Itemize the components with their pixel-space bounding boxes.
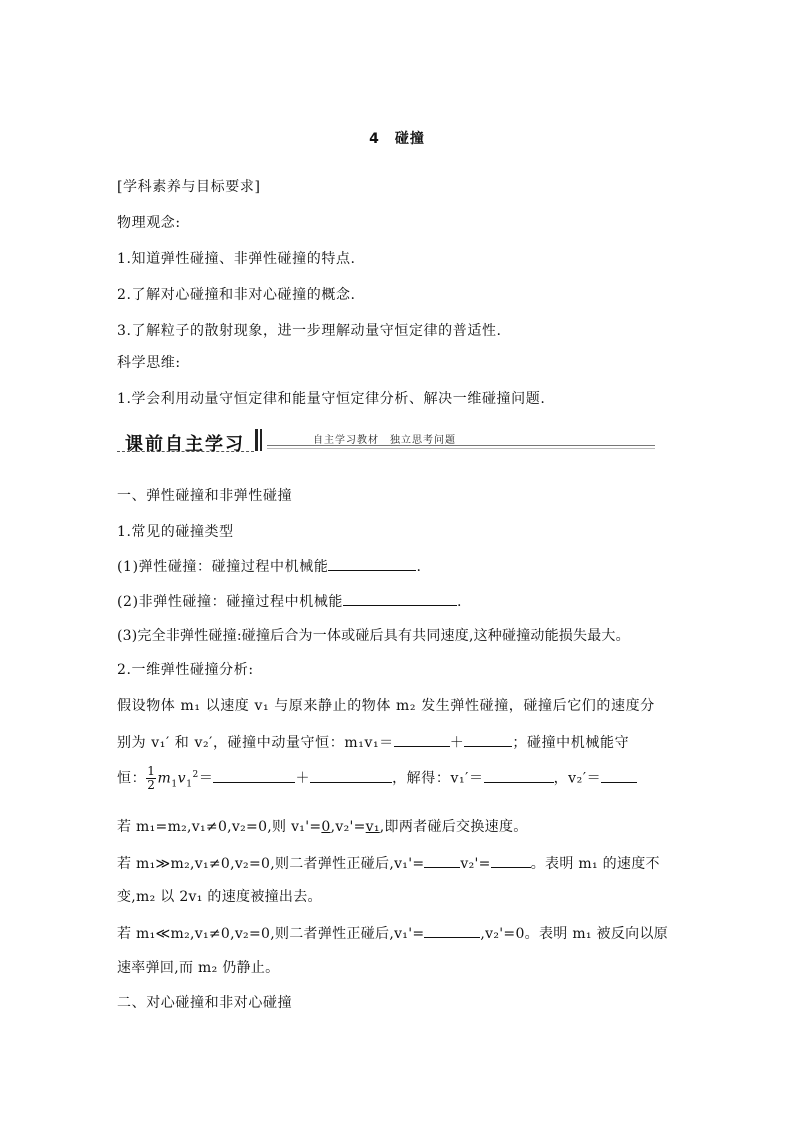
case-line: 速率弹回,而 m₂ 仍静止。: [117, 960, 280, 976]
section-header: [学科素养与目标要求]: [117, 179, 261, 195]
banner-rule: [267, 448, 655, 449]
section-banner: [117, 428, 657, 454]
case-line: [117, 924, 668, 943]
case-text: v₂'=: [460, 856, 491, 872]
answer-blank[interactable]: [601, 769, 637, 783]
answer-blank[interactable]: [394, 733, 450, 747]
inelastic-text: (2)非弹性碰撞：碰撞过程中机械能: [117, 594, 344, 610]
thinking-goal-item: 1.学会利用动量守恒定律和能量守恒定律分析、解决一维碰撞问题.: [117, 391, 546, 407]
goal-item: 3.了解粒子的散射现象，进一步理解动量守恒定律的普适性.: [117, 323, 502, 339]
case-answer: v₁: [365, 819, 380, 835]
paragraph-text: ，v₂′＝: [553, 770, 602, 787]
answer-blank[interactable]: [491, 854, 531, 868]
paragraph-text: ，解得：v₁′＝: [392, 770, 484, 787]
case-text: 若 m₁=m₂,v₁≠0,v₂=0,则 v₁'=: [117, 819, 322, 835]
item-heading: 2.一维弹性碰撞分析:: [117, 662, 254, 678]
case-line: [117, 818, 528, 836]
case-text: 若 m₁≪m₂,v₁≠0,v₂=0,则二者弹性正碰后,v₁'=: [117, 926, 425, 942]
page-title: 4 碰撞: [369, 131, 425, 147]
fraction-half: $\frac{1}{2}$: [147, 764, 156, 792]
inelastic-line: (2)非弹性碰撞：碰撞过程中机械能 .: [117, 594, 463, 610]
part1-heading: 一、弹性碰撞和非弹性碰撞: [117, 488, 293, 504]
equation-line: 恒： $\frac{1}{2}$ $m_1v_1^2=$ ＋ ，解得：v₁′＝ ，v₂′＝: [117, 765, 637, 792]
answer-blank[interactable]: [484, 769, 554, 783]
part2-heading: 二、对心碰撞和非对心碰撞: [117, 995, 293, 1011]
case-line: [117, 854, 660, 873]
concept-label: 物理观念:: [117, 215, 181, 231]
perfect-inelastic-line: (3)完全非弹性碰撞:碰撞后合为一体或碰后具有共同速度,这种碰撞动能损失最大。: [117, 628, 630, 644]
answer-blank[interactable]: [424, 854, 460, 868]
answer-blank[interactable]: [464, 733, 512, 747]
case-text: ,v₂'=0。表明 m₁ 被反向以原: [480, 926, 669, 942]
thinking-label: 科学思维:: [117, 355, 181, 371]
answer-blank[interactable]: [213, 769, 295, 783]
paragraph-text: ；碰撞中机械能守: [512, 735, 630, 751]
goal-item: 1.知道弹性碰撞、非弹性碰撞的特点.: [117, 251, 356, 267]
banner-bar: [260, 429, 262, 451]
case-text: 。表明 m₁ 的速度不: [530, 856, 660, 872]
answer-blank[interactable]: [424, 924, 480, 938]
paragraph-text: 恒：: [117, 770, 147, 787]
paragraph-line: 别为 v₁′ 和 v₂′，碰撞中动量守恒：m₁v₁＝ ＋ ；碰撞中机械能守: [117, 735, 630, 751]
item-heading: 1.常见的碰撞类型: [117, 524, 234, 540]
paragraph-line: 假设物体 m₁ 以速度 v₁ 与原来静止的物体 m₂ 发生弹性碰撞，碰撞后它们的速度分: [117, 698, 655, 714]
answer-blank[interactable]: [328, 557, 416, 571]
banner-title: 课前自主学习: [125, 434, 245, 455]
paragraph-text: 别为 v₁′ 和 v₂′，碰撞中动量守恒：m₁v₁＝: [117, 735, 394, 751]
answer-blank[interactable]: [343, 592, 457, 606]
case-line: 变,m₂ 以 2v₁ 的速度被撞出去。: [117, 889, 322, 905]
case-text: ,即两者碰后交换速度。: [379, 819, 528, 835]
case-text: 若 m₁≫m₂,v₁≠0,v₂=0,则二者弹性正碰后,v₁'=: [117, 856, 425, 872]
elastic-text: (1)弹性碰撞：碰撞过程中机械能: [117, 559, 329, 575]
banner-bar: [255, 429, 258, 451]
case-text: ,v₂'=: [330, 819, 366, 835]
elastic-line: (1)弹性碰撞：碰撞过程中机械能 .: [117, 559, 422, 575]
case-answer: 0: [321, 819, 331, 835]
banner-dash-divider: [117, 451, 254, 452]
answer-blank[interactable]: [310, 769, 392, 783]
banner-subtitle: 自主学习教材 独立思考问题: [313, 435, 456, 446]
goal-item: 2.了解对心碰撞和非对心碰撞的概念.: [117, 287, 356, 303]
